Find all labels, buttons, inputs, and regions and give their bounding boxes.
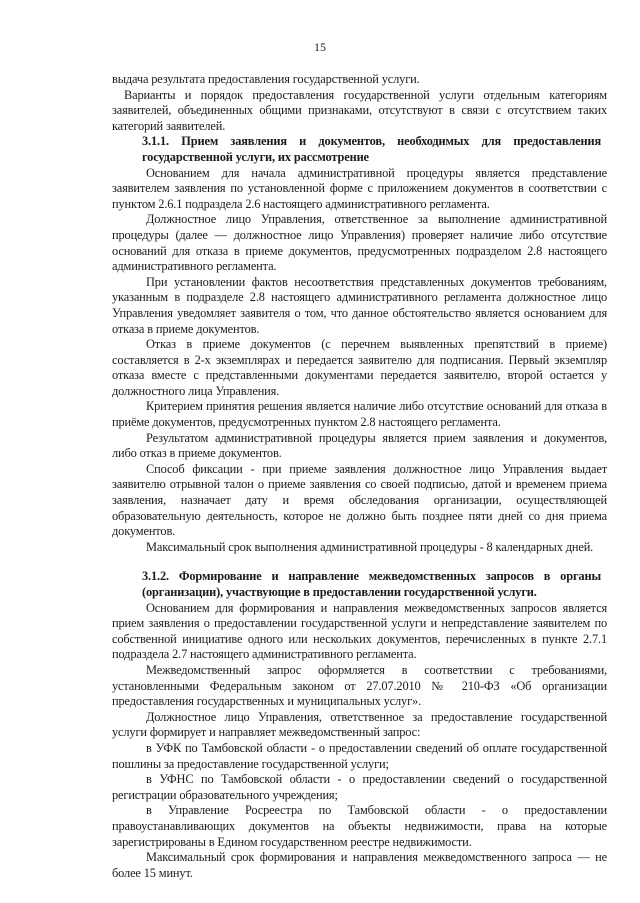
paragraph: Основанием для начала административной процедуры является представление заявителем заявления по установленной форме с приложением документов в соответствии с пунктом 2.6.1 подраздела 2.6 настоящего административного регламента.: [112, 165, 607, 211]
list-item: в УФНС по Тамбовской области - о предоставлении сведений о государственной регистрации образовательного учреждения;: [112, 772, 607, 802]
paragraph: Межведомственный запрос оформляется в соответствии с требованиями, установленными Федеральным законом от 27.07.2010 № 210-ФЗ «Об организации предоставления государственных и муниципальных услуг».: [112, 662, 607, 709]
paragraph: Критерием принятия решения является наличие либо отсутствие оснований для отказа в приёме документов, предусмотренных пунктом 2.8 настоящего регламента.: [112, 399, 607, 430]
list-item: в УФК по Тамбовской области - о предоставлении сведений об оплате государственной пошлины за предоставление государственной услуги;: [112, 740, 607, 771]
paragraph: Максимальный срок выполнения административной процедуры - 8 календарных дней.: [146, 539, 594, 554]
paragraph: Основанием для формирования и направления межведомственных запросов является прием заявления о предоставлении государственной услуги и непредставление заявителем по собственной инициативе одного или нескольких документов, перечисленных в пункте 2.7.1 подраздела 2.7 настоящего административного регламента.: [112, 600, 607, 662]
paragraph: При установлении фактов несоответствия представленных документов требованиям, указанным в подразделе 2.8 настоящего административного регламента должностное лицо Управления уведомляет заявителя о том, что данное обстоятельство является основанием для отказа в приеме документов.: [112, 274, 607, 336]
paragraph: Отказ в приеме документов (с перечнем выявленных препятствий в приеме) составляется в 2-х экземплярах и передается заявителю для подписания. Первый экземпляр отказа вместе с представленными документами передается заявителю, второй остается у должностного лица Управления.: [112, 337, 607, 398]
paragraph: Способ фиксации - при приеме заявления должностное лицо Управления выдает заявителю отрывной талон о приеме заявления со своей подписью, датой и временем приема заявления, назначает дату и время обследования организации, осуществляющей образовательную деятельность, которое не должно быть позднее пяти дней со дня приема документов.: [112, 461, 607, 539]
page-number: 15: [314, 40, 326, 54]
list-item: в Управление Росреестра по Тамбовской области - о предоставлении правоустанавливающих документов на объекты недвижимости, права на которые зарегистрированы в Едином государственном реестре недвижимости.: [112, 803, 607, 849]
paragraph: Варианты и порядок предоставления государственной услуги отдельным категориям заявителей, объединенных общими признаками, отсутствуют в связи с отсутствием таких категорий заявителей.: [112, 87, 607, 133]
closing-paragraph: Максимальный срок формирования и направления межведомственного запроса — не более 15 минут.: [112, 850, 607, 880]
section-heading-3-1-1: 3.1.1. Прием заявления и документов, необходимых для предоставления государственной услуги, их рассмотрение: [142, 134, 601, 164]
section-heading-3-1-2: 3.1.2. Формирование и направление межведомственных запросов в органы (организации), участвующие в предоставлении государственной услуги.: [142, 569, 601, 599]
paragraph: Должностное лицо Управления, ответственное за предоставление государственной услуги формирует и направляет межведомственный запрос:: [112, 709, 607, 740]
paragraph: выдача результата предоставления государственной услуги.: [112, 72, 420, 86]
paragraph: Должностное лицо Управления, ответственное за выполнение административной процедуры (далее — должностное лицо Управления) проверяет наличие либо отсутствие оснований для отказа в приеме документов, предусмотренных подразделом 2.8 настоящего административного регламента.: [112, 212, 607, 274]
paragraph: Результатом административной процедуры является прием заявления и документов, либо отказ в приеме документов.: [112, 430, 607, 461]
document-body: [112, 72, 607, 881]
